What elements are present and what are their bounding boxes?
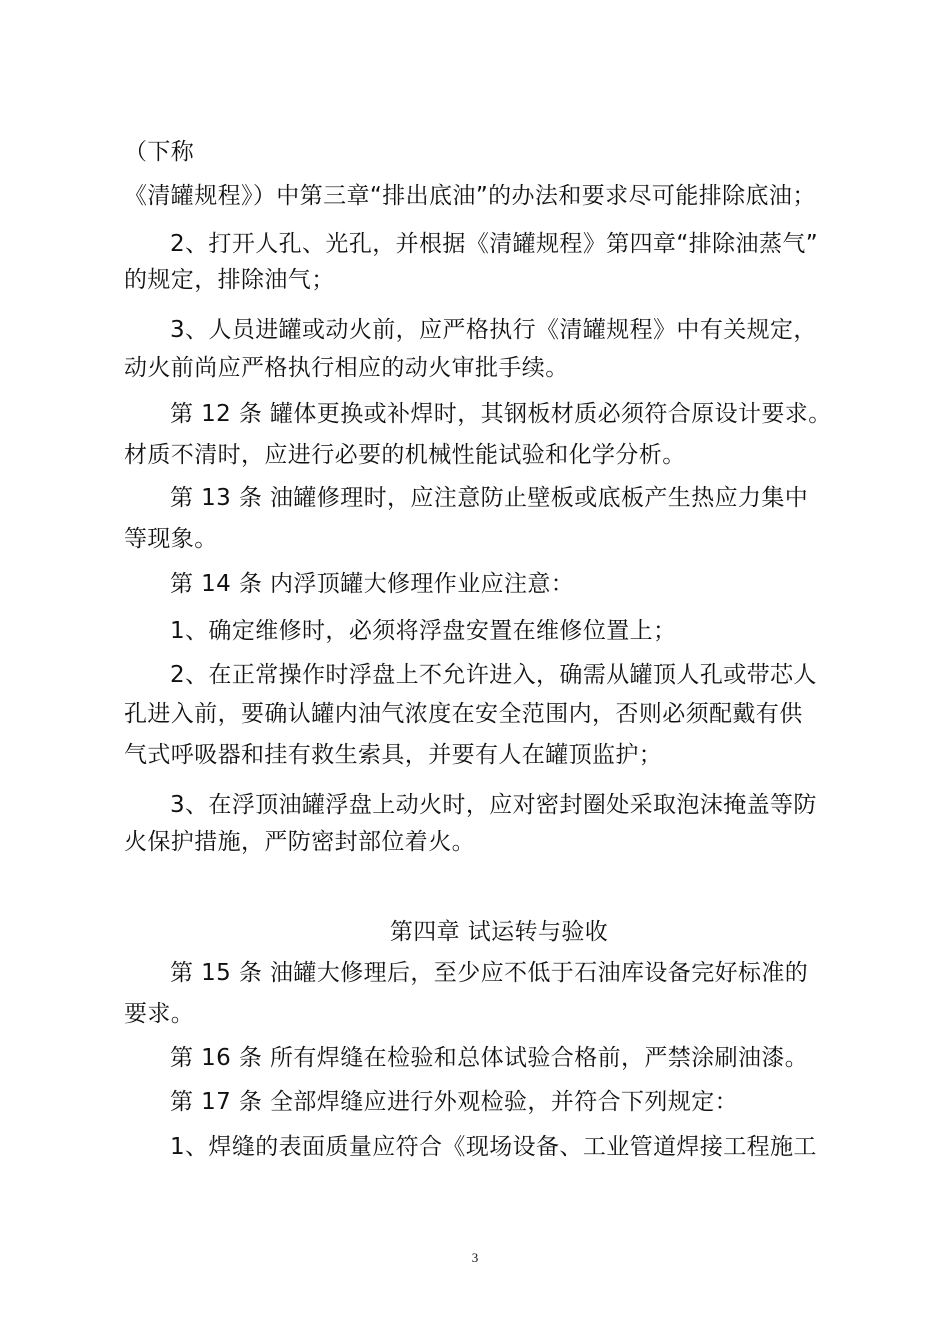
text-line: 2、打开人孔、光孔，并根据《清罐规程》第四章“排除油蒸气” [170, 231, 819, 257]
text-line: 《清罐规程》）中第三章“排出底油”的办法和要求尽可能排除底油； [124, 183, 816, 209]
text-line: 孔进入前，要确认罐内油气浓度在安全范围内，否则必须配戴有供 [124, 701, 803, 727]
text-line: 第 15 条 油罐大修理后，至少应不低于石油库设备完好标准的 [170, 960, 809, 986]
text-line: 气式呼吸器和挂有救生索具，并要有人在罐顶监护； [124, 742, 663, 768]
text-line: 2、在正常操作时浮盘上不允许进入，确需从罐顶人孔或带芯人 [170, 662, 817, 688]
text-line: 1、确定维修时，必须将浮盘安置在维修位置上； [170, 618, 677, 644]
text-line: 第 17 条 全部焊缝应进行外观检验，并符合下列规定： [170, 1089, 738, 1115]
text-line: （下称 [124, 139, 195, 165]
text-line: 3、在浮顶油罐浮盘上动火时，应对密封圈处采取泡沫掩盖等防 [170, 792, 817, 818]
text-line: 等现象。 [124, 526, 218, 552]
text-line: 3、人员进罐或动火前，应严格执行《清罐规程》中有关规定， [170, 317, 817, 343]
text-line: 的规定，排除油气； [124, 267, 335, 293]
text-line: 动火前尚应严格执行相应的动火审批手续。 [124, 355, 569, 381]
text-line: 火保护措施，严防密封部位着火。 [124, 829, 475, 855]
text-line: 材质不清时，应进行必要的机械性能试验和化学分析。 [124, 442, 686, 468]
text-line: 要求。 [124, 1001, 195, 1027]
text-line: 第 13 条 油罐修理时，应注意防止壁板或底板产生热应力集中 [170, 485, 809, 511]
text-line: 1、焊缝的表面质量应符合《现场设备、工业管道焊接工程施工 [170, 1134, 817, 1160]
text-line: 第 12 条 罐体更换或补焊时，其钢板材质必须符合原设计要求。 [170, 401, 832, 427]
page-number: 3 [471, 1250, 479, 1265]
text-line: 第 14 条 内浮顶罐大修理作业应注意： [170, 571, 575, 597]
chapter-heading: 第四章 试运转与验收 [389, 919, 609, 945]
text-line: 第 16 条 所有焊缝在检验和总体试验合格前，严禁涂刷油漆。 [170, 1045, 809, 1071]
